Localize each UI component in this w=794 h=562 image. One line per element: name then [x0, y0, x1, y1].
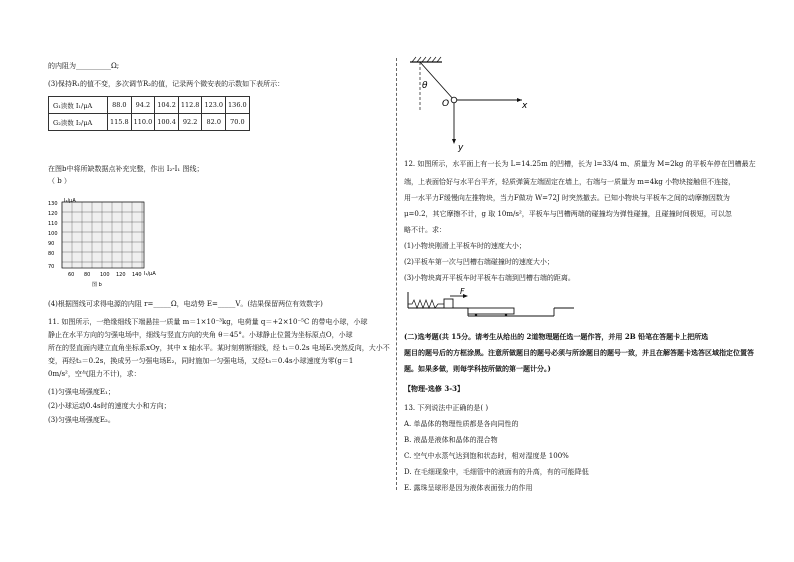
q13-stem: 13. 下列说法中正确的是( ) — [404, 404, 489, 412]
xtick-label: 100 — [100, 272, 110, 278]
table-cell: 70.0 — [226, 114, 250, 131]
graph-b — [48, 196, 168, 288]
table-cell: 100.4 — [155, 114, 179, 131]
table-row — [49, 114, 250, 131]
xtick-label: 140 — [132, 272, 142, 278]
option-c: C. 空气中水蒸气达到饱和状态时，相对湿度是 100% — [404, 452, 569, 460]
q12-line-4: μ=0.2，其它摩擦不计，g 取 10m/s²，平板车与凹槽两端的碰撞均为弹性碰撞，且碰撞时间极短，可以忽 — [404, 210, 732, 218]
xtick-label: 60 — [68, 272, 75, 278]
table-cell: 112.8 — [178, 97, 202, 114]
graph-xlabel: I₁/μA — [144, 271, 156, 277]
cart — [468, 308, 514, 314]
charged-ball — [451, 97, 457, 103]
ytick-label: 130 — [48, 201, 58, 207]
table-cell: 136.0 — [226, 97, 250, 114]
ytick-label: 90 — [48, 241, 55, 247]
origin-label: O — [442, 99, 450, 109]
ytick-label: 120 — [48, 211, 58, 217]
graph-caption: 图 b — [92, 282, 102, 288]
q12-line-2: 端，上表面恰好与水平台平齐，轻质弹簧左端固定在墙上，右端与一质量为 m=4kg 小物块接触但不连接， — [404, 178, 736, 186]
q11-line-2: 静止在水平方向的匀强电场中，细线与竖直方向的夹角 θ＝45°。小球静止位置为坐标原点O，小球 — [48, 331, 353, 339]
q11-line-5: 0m/s²，空气阻力不计)，求： — [48, 370, 141, 378]
elective-line-1: (二)选考题(共 15分。请考生从给出的 2道物理题任选一题作答，并用 2B 铅笔在答题卡上把所选 — [404, 332, 709, 341]
elective-line-3: 题。如果多做，则每学科按所做的第一题计分。) — [404, 364, 551, 373]
question-part-4-text: (4)根据图线可求得电源的内阻 r=_____Ω，电动势 E=_____V。(结果保留两位有效数字) — [48, 300, 323, 308]
option-d: D. 在毛细现象中，毛细管中的液面有的升高，有的可能降低 — [404, 468, 589, 476]
block — [444, 299, 453, 308]
x-axis-label: x — [522, 101, 528, 111]
spring — [408, 300, 444, 308]
column-divider — [396, 58, 397, 490]
force-label: F — [460, 287, 465, 296]
q12-line-5: 略不计。求： — [404, 226, 446, 234]
xtick-label: 120 — [116, 272, 126, 278]
ytick-label: 70 — [48, 264, 55, 270]
q12-line-1: 12. 如图所示，水平面上有一长为 L=14.25m 的凹槽，长为 l=33/4 m、质量为 M=2kg 的平板车停在凹槽最左 — [404, 160, 756, 168]
table-cell: 94.2 — [131, 97, 155, 114]
table-cell: 110.0 — [131, 114, 155, 131]
graph-yticks — [48, 201, 58, 270]
table-cell: 88.0 — [108, 97, 132, 114]
pendulum-figure — [402, 56, 542, 152]
q11-line-4: 变，再经t₂＝0.2s，换成另一匀强电场E₂，同时施加一匀强电场，又经t₃＝0.4s小球速度为零(g＝1 — [48, 357, 354, 365]
q11-line-1: 11. 如图所示，一绝缘细线下端悬挂一质量 m＝1×10⁻³kg，电荷量 q＝+2×10⁻⁵C 的带电小球，小球 — [48, 318, 368, 326]
graph-instruction: 在图b中将所缺数据点补充完整，作出 I₂-I₁ 图线； — [48, 165, 204, 173]
ytick-label: 100 — [48, 231, 58, 237]
option-a: A. 单晶体的物理性质都是各向同性的 — [404, 420, 519, 428]
q12-line-3: 用一水平力F缓慢向左推物块，当力F做功 W=72J 时突然撤去。已知小物块与平板车之间的动摩擦因数为 — [404, 194, 730, 202]
graph-xticks — [68, 272, 142, 278]
angle-theta: θ — [422, 81, 428, 91]
q12-sub-2: (2)平板车第一次与凹槽右端碰撞时的速度大小； — [404, 258, 554, 266]
question-part-3-text: (3)保持R₁的值不变，多次调节R₂的值，记录两个微安表的示数如下表所示： — [48, 80, 285, 88]
y-axis-label: y — [458, 143, 464, 153]
answer-blank-line: 的内阻为__________Ω; — [48, 62, 120, 70]
ytick-label: 110 — [48, 221, 58, 227]
spring-cart-figure — [404, 288, 576, 322]
option-e: E. 露珠呈球形是因为液体表面张力的作用 — [404, 484, 533, 492]
q12-sub-3: (3)小物块离开平板车时平板车右端到凹槽右端的距离。 — [404, 274, 575, 282]
q11-sub-1: (1)匀强电场强度E₁； — [48, 388, 115, 396]
q11-sub-3: (3)匀强电场强度E₂。 — [48, 416, 115, 424]
option-b: B. 液晶是液体和晶体的混合物 — [404, 436, 498, 444]
section-heading: 【物理-选修 3-3】 — [404, 384, 464, 393]
q11-sub-2: (2)小球运动0.4s时的速度大小和方向； — [48, 402, 171, 410]
table-cell: 123.0 — [202, 97, 226, 114]
q11-line-3: 所在的竖直面内建立直角坐标系xOy，其中 x 轴水平。某时刻剪断细线，经 t₁＝0.2s 电场E₁突然反向，大小不 — [48, 344, 390, 352]
table-cell: 92.2 — [178, 114, 202, 131]
elective-line-2: 题目的题号后的方框涂黑。注意所做题目的题号必须与所涂题目的题号一致，并且在解答题卡选答区域指定位置答 — [404, 348, 754, 357]
graph-note: （ b ） — [48, 177, 71, 185]
data-table — [48, 96, 250, 131]
table-row-label: G₂读数 I₂/μA — [49, 114, 108, 131]
graph-ylabel: I₂/μA — [64, 198, 76, 204]
ytick-label: 80 — [48, 251, 55, 257]
q12-sub-1: (1)小物块刚滑上平板车时的速度大小； — [404, 242, 526, 250]
table-row-label: G₁读数 I₁/μA — [49, 97, 108, 114]
table-cell: 115.8 — [108, 114, 132, 131]
table-cell: 104.2 — [155, 97, 179, 114]
xtick-label: 80 — [84, 272, 91, 278]
table-cell: 82.0 — [202, 114, 226, 131]
table-row — [49, 97, 250, 114]
